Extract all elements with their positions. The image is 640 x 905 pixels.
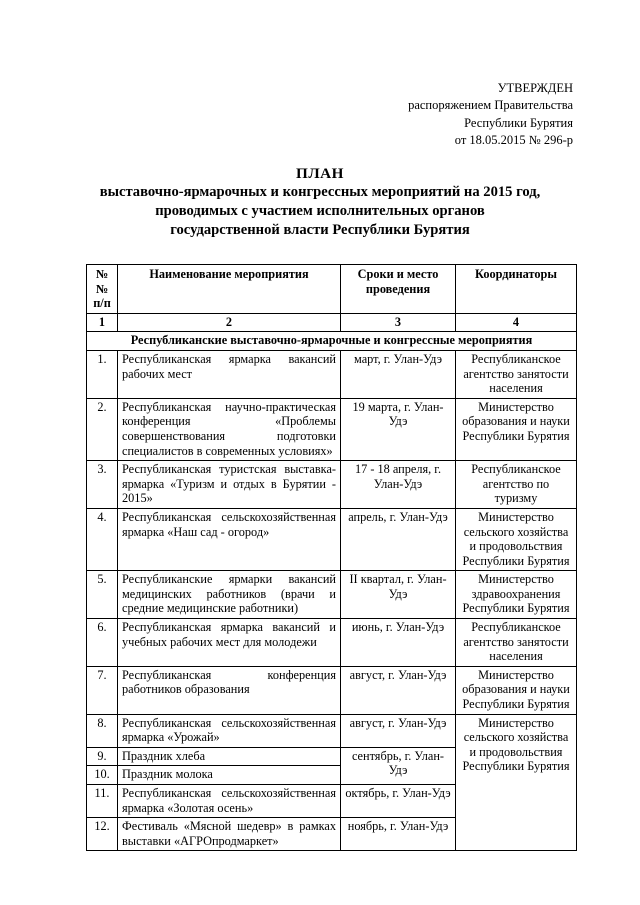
row-coord: Министерство здравоохранения Республики Бурятия <box>456 571 577 619</box>
row-time-merged: сентябрь, г. Улан-Удэ <box>341 747 456 784</box>
row-coord: Республиканское агентство занятости населения <box>456 619 577 667</box>
table-row <box>87 508 577 570</box>
header-coord: Координаторы <box>456 265 577 314</box>
table-header-row <box>87 265 577 314</box>
row-time: 19 марта, г. Улан-Удэ <box>341 398 456 460</box>
row-time: 17 - 18 апреля, г. Улан-Удэ <box>341 461 456 509</box>
row-num: 11. <box>87 785 118 818</box>
row-name: Республиканская сельскохозяйственная ярмарка «Наш сад - огород» <box>118 508 341 570</box>
header-num: №№ п/п <box>87 265 118 314</box>
row-name: Республиканская сельскохозяйственная ярмарка «Золотая осень» <box>118 785 341 818</box>
col-number: 3 <box>341 313 456 332</box>
table-row <box>87 350 577 398</box>
row-num: 2. <box>87 398 118 460</box>
title-line-2: выставочно-ярмарочных и конгрессных мероприятий на 2015 год, <box>99 184 541 200</box>
header-name: Наименование мероприятия <box>118 265 341 314</box>
row-time: октябрь, г. Улан-Удэ <box>341 785 456 818</box>
approval-stamp <box>408 80 573 149</box>
row-num: 10. <box>87 766 118 785</box>
row-name: Республиканская сельскохозяйственная ярмарка «Урожай» <box>118 714 341 747</box>
row-time: март, г. Улан-Удэ <box>341 350 456 398</box>
table-row <box>87 714 577 747</box>
table-row <box>87 666 577 714</box>
row-num: 4. <box>87 508 118 570</box>
row-time: II квартал, г. Улан-Удэ <box>341 571 456 619</box>
col-number: 2 <box>118 313 341 332</box>
row-num: 3. <box>87 461 118 509</box>
approval-by: распоряжением Правительства <box>408 98 573 113</box>
table-row <box>87 398 577 460</box>
row-num: 12. <box>87 818 118 851</box>
table-row <box>87 619 577 667</box>
row-name: Праздник хлеба <box>118 747 341 766</box>
approval-date: от 18.05.2015 № 296-р <box>454 132 573 147</box>
row-name: Праздник молока <box>118 766 341 785</box>
row-coord: Республиканское агентство по туризму <box>456 461 577 509</box>
row-coord: Республиканское агентство занятости населения <box>456 350 577 398</box>
row-num: 1. <box>87 350 118 398</box>
row-time: июнь, г. Улан-Удэ <box>341 619 456 667</box>
row-num: 5. <box>87 571 118 619</box>
events-table <box>86 264 577 851</box>
row-name: Республиканские ярмарки вакансий медицинских работников (врачи и средние медицинские работники) <box>118 571 341 619</box>
section-title: Республиканские выставочно-ярмарочные и конгрессные мероприятия <box>87 332 577 351</box>
section-row <box>87 332 577 351</box>
row-name: Республиканская туристская выставка-ярмарка «Туризм и отдых в Бурятии - 2015» <box>118 461 341 509</box>
title-line-4: государственной власти Республики Бурятия <box>170 222 470 238</box>
row-num: 9. <box>87 747 118 766</box>
document-title <box>0 164 640 240</box>
approval-heading: УТВЕРЖДЕН <box>497 81 573 95</box>
row-num: 7. <box>87 666 118 714</box>
row-num: 6. <box>87 619 118 667</box>
row-coord: Министерство образования и науки Республики Бурятия <box>456 666 577 714</box>
row-coord: Министерство сельского хозяйства и продовольствия Республики Бурятия <box>456 508 577 570</box>
col-number: 1 <box>87 313 118 332</box>
row-time: ноябрь, г. Улан-Удэ <box>341 818 456 851</box>
row-name: Республиканская конференция работников образования <box>118 666 341 714</box>
table-row <box>87 461 577 509</box>
title-line-3: проводимых с участием исполнительных органов <box>155 203 485 219</box>
row-time: август, г. Улан-Удэ <box>341 714 456 747</box>
col-number: 4 <box>456 313 577 332</box>
column-number-row <box>87 313 577 332</box>
approval-authority: Республики Бурятия <box>464 115 573 130</box>
row-coord-merged: Министерство сельского хозяйства и продовольствия Республики Бурятия <box>456 714 577 851</box>
row-name: Республиканская научно-практическая конференция «Проблемы совершенствования подготовки специалистов в современных условиях» <box>118 398 341 460</box>
header-time: Сроки и место проведения <box>341 265 456 314</box>
row-time: апрель, г. Улан-Удэ <box>341 508 456 570</box>
row-name: Республиканская ярмарка вакансий рабочих мест <box>118 350 341 398</box>
row-coord: Министерство образования и науки Республики Бурятия <box>456 398 577 460</box>
row-name: Фестиваль «Мясной шедевр» в рамках выставки «АГРОпродмаркет» <box>118 818 341 851</box>
title-plan: ПЛАН <box>296 165 344 182</box>
row-name: Республиканская ярмарка вакансий и учебных рабочих мест для молодежи <box>118 619 341 667</box>
row-time: август, г. Улан-Удэ <box>341 666 456 714</box>
row-num: 8. <box>87 714 118 747</box>
table-row <box>87 571 577 619</box>
